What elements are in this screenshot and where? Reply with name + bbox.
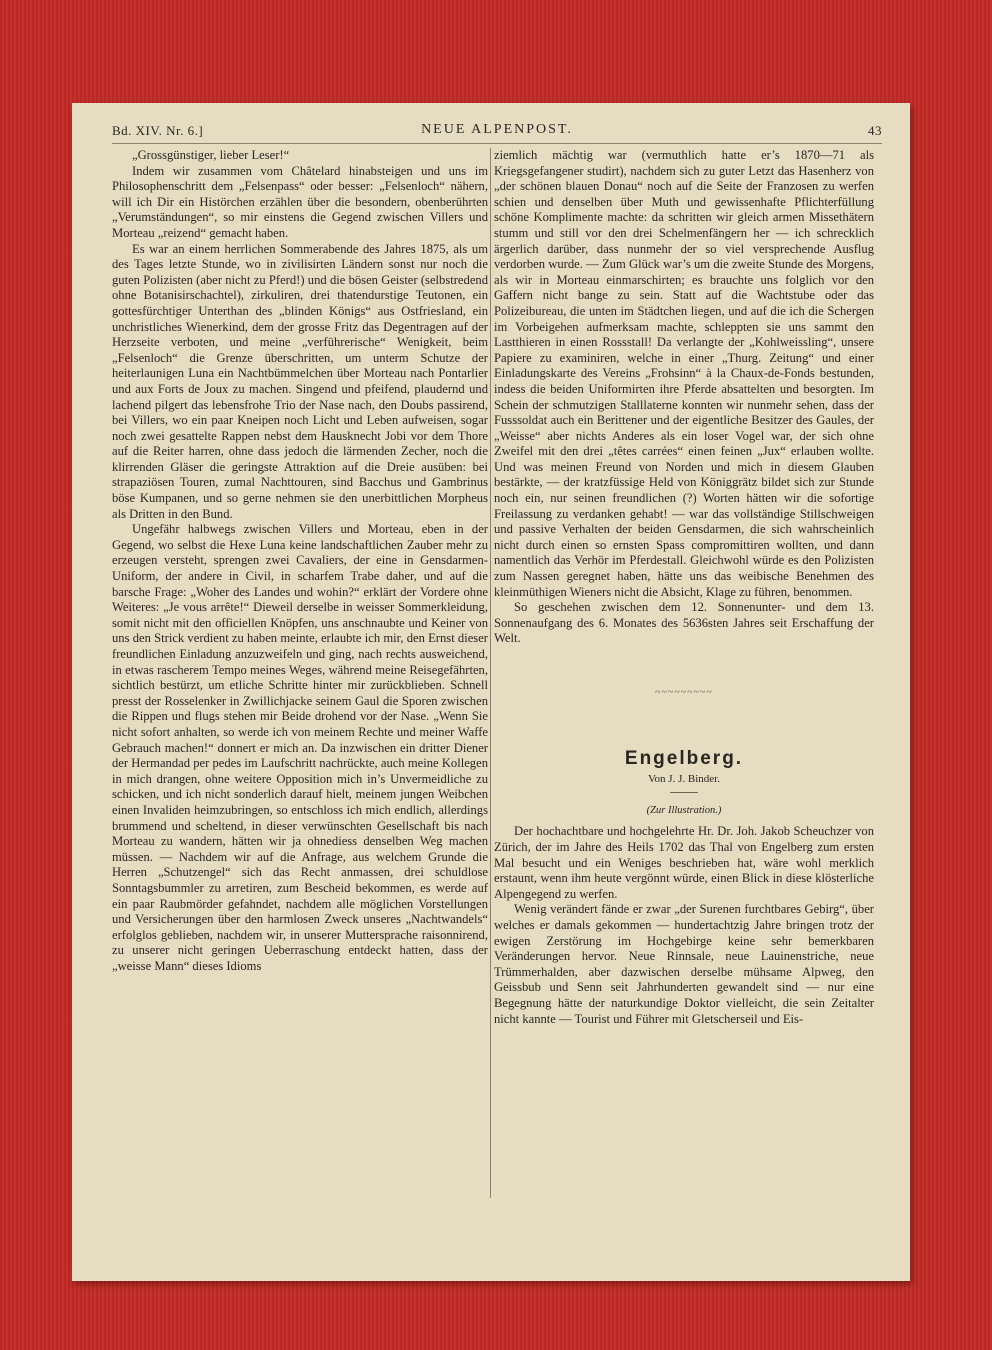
article-byline: Von J. J. Binder.	[648, 773, 720, 786]
paragraph: ziemlich mächtig war (vermuthlich hatte er’s 1870—71 als Kriegsgefangener studirt), nachdem sich zu guter Letzt das Hasenherz von „der schönen blauen Donau“ noch auf die Seite der Franzosen zu werfen schien und denselben über Muth und gewissenhafte Pflichterfüllung schöne Komplimente machte: da schritten wir gleich armen Missethätern stumm und still vor den drei Schelmenfängern her — ich schrecklich ärgerlich darüber, dass nunmehr der so viel versprechende Ausflug verdorben wurde. — Zum Glück war’s um die zweite Stunde des Morgens, als wir in Morteau einmarschirten; es brauchte uns folglich vor den Gaffern nicht bange zu sein. Statt auf die Wachtstube oder das Polizeibureau, die unten im Städtchen liegen, und auf die ich die Schergen im Vorbeigehen aufmerksam machte, schleppten sie uns sammt den Lastthieren in einen Rossstall! Da verlangte der „Kohlweissling“, unsere Papiere zu examiniren, welche in einer „Thurg. Zeitung“ und einer Einladungskarte des Vereins „Frohsinn“ à la Chaux-de-Fonds bestunden, indess die beiden Uniformirten ihre Pferde absattelten und besorgten. Im Schein der schmutzigen Stalllaterne konnten wir nunmehr sehen, dass der Fusssoldat auch ein Berittener und der eigentliche Besitzer des Gaules, der „Weisse“ aber nichts Anderes als ein loser Vogel war, der sich ohne Zweifel mit den drei „têtes carrées“ einen feinen „Jux“ erlauben wollte. Und was meinen Freund von Norden und mich in diesem Glauben bestärkte, — der kratzfüssige Held von Königgrätz bildet sich zur Stunde noch ein, nur seinen freundlichen (?) Worten hätten wir die sofortige Freilassung zu verdanken gehabt! — war das vollständige Stillschweigen und passive Verhalten der beiden Gensdarmen, die sich wahrscheinlich nicht durch einen so ernsten Spass compromittiren wollten, und dann namentlich das Verhör im Pferdestall. Gleichwohl würde es den Polizisten zum Nassen geregnet haben, hätte uns das weibische Benehmen des kleinmüthigen Wieners nicht die Absicht, Klage zu führen, benommen.	[494, 148, 874, 599]
left-column	[112, 148, 488, 974]
paragraph: Indem wir zusammen vom Châtelard hinabsteigen und uns im Philosophenschritt dem „Felsenpass“ oder besser: „Felsenloch“ nähern, will ich Dir ein Histörchen erzählen über die besondern, obenberührten „Verumständungen“, so mir einstens die Gegend zwischen Villers und Morteau „reizend“ gemacht haben.	[112, 163, 488, 240]
paragraph: Der hochachtbare und hochgelehrte Hr. Dr. Joh. Jakob Scheuchzer von Zürich, der im Jahre des Heils 1702 das Thal von Engelberg zum ersten Mal besucht und ein Weniges beschrieben hat, wäre wohl merklich erstaunt, wenn ihm heute vergönnt würde, einen Blick in diese klösterliche Alpengegend zu werfen.	[494, 824, 874, 901]
column-divider	[490, 148, 491, 1198]
newspaper-page	[72, 103, 910, 1281]
paragraph: So geschehen zwischen dem 12. Sonnenunter- und dem 13. Sonnenaufgang des 6. Monates des 5636sten Jahres seit Erschaffung der Welt.	[494, 600, 874, 646]
publication-title: NEUE ALPENPOST.	[421, 122, 573, 137]
section-ornament: ~~~~~~~~~	[655, 687, 713, 698]
byline-rule	[670, 792, 698, 793]
page-header	[112, 121, 882, 144]
issue-info: Bd. XIV. Nr. 6.]	[112, 123, 204, 138]
paragraph: Wenig verändert fände er zwar „der Surenen furchtbares Gebirg“, über welches er damals gekommen — hundertachtzig Jahre bringen trotz der ewigen Zerstörung im Hochgebirge keine sehr bemerkbaren Veränderungen hervor. Neue Rinnsale, neue Lauinenstriche, neue Trümmerhalden, aber dazwischen derselbe mühsame Alpweg, den Geissbub und Senn seit Jahrhunderten gewandelt sind — nur eine Begegnung hätte der naturkundige Doktor vielleicht, die sein Zeitalter nicht kannte — Tourist und Führer mit Gletscherseil und Eis-	[494, 902, 874, 1026]
illustration-note: (Zur Illustration.)	[646, 804, 722, 816]
paragraph: Es war an einem herrlichen Sommerabende des Jahres 1875, als um des Tages letzte Stunde, wo in zivilisirten Ländern sonst nur noch die guten Polizisten (aber nicht zu Pferd!) und die bösen Geister (selbstredend ohne Botanisirschachtel), zirkuliren, drei thatendurstige Teutonen, ein gottesfürchtiger Unterthan des „blinden Königs“ aus Ostfriesland, ein unchristliches Wienerkind, dem der grosse Fritz das Degentragen auf der Herzseite verboten, und meine „verführerische“ Wenigkeit, beim „Felsenloch“ die Grenze überschritten, um unterm Schutze der heiterlaunigen Luna ein Nachtbümmelchen über Morteau nach Pontarlier und aux Forts de Joux zu machen. Singend und pfeifend, plaudernd und lachend pilgert das lebensfrohe Trio der Nase nach, den Doubs passirend, bei Villers, wo ein paar Kneipen noch Licht und Leben aufweisen, sogar noch zwei gesattelte Rappen nebst dem Hausknecht Jobi vor dem Thore auf die Reiter harren, ohne dass jedoch die lärmenden Zecher, noch die klirrenden Gläser die geringste Attraktion auf die Dreie ausüben: bei strapaziösen Touren, zumal Nachttouren, sind Bacchus und Gambrinus böse Kumpanen, und so gerne nehmen sie den unerbittlichen Morpheus als Dritten in den Bund.	[112, 241, 488, 521]
right-column	[494, 148, 874, 1027]
paragraph: Ungefähr halbwegs zwischen Villers und Morteau, eben in der Gegend, wo selbst die Hexe Luna keine landschaftlichen Zauber mehr zu erzeugen versteht, sprengen zwei Cavaliers, der eine in Gensdarmen-Uniform, der andere in Civil, in scharfem Trabe daher, und auf die barsche Frage: „Woher des Landes und wohin?“ erklärt der Vordere ohne Weiteres: „Je vous arrête!“ Dieweil derselbe in weisser Sommerkleidung, somit nicht mit den officiellen Knöpfen, uns anschnaubte und Keiner von uns den Strick verdient zu haben meinte, erlaubte ich mir, den Ernst dieser freundlichen Einladung anzuzweifeln und ging, nach rechts ausweichend, in etwas rascherem Tempo meines Weges, während meine Reisegefährten, sichtlich bestürzt, um etliche Schritte hinter mir zurückblieben. Schnell presst der Rosselenker in Zwillichjacke seinem Gaul die Sporen zwischen die Rippen und flugs stehen mir Beide drohend vor der Nase. „Wenn Sie nicht sofort anhalten, so werde ich von meinem Rechte und meiner Waffe Gebrauch machen!“ donnert er mich an. Da inzwischen ein dritter Diener der Hermandad per pedes im Laufschritt nachrückte, auch meine Kollegen in mich drangen, ohne weitere Opposition mich in’s Unvermeidliche zu schicken, und ich nicht sonderlich darauf hielt, meinem jungen Weibchen einen Invaliden heimzubringen, so entschloss ich mich endlich, allerdings brummend und scheltend, in dieser verwünschten Gesellschaft bis nach Morteau zu wandern, hätten wir ja ohnediess denselben Weg machen müssen. — Nachdem wir auf die Anfrage, aus welchem Grunde die Herren „Schutzengel“ sich das Recht anmassen, drei schuldlose Sonntagsbummler zu arretiren, zum Bescheid bekommen, es werde auf ein paar Raubmörder gefahndet, nachdem alle möglichen Vorstellungen und Versicherungen über den harmlosen Zweck unseres „Nachtwandels“ erfolglos geblieben, nachdem wir, in unserer Muttersprache raisonnirend, zu unserer nicht geringen Ueberraschung entdeckt hatten, dass der „weisse Mann“ dieses Idioms	[112, 522, 488, 973]
page-number: 43	[868, 123, 882, 138]
article-title: Engelberg.	[624, 747, 744, 769]
paragraph: „Grossgünstiger, lieber Leser!“	[132, 148, 290, 162]
